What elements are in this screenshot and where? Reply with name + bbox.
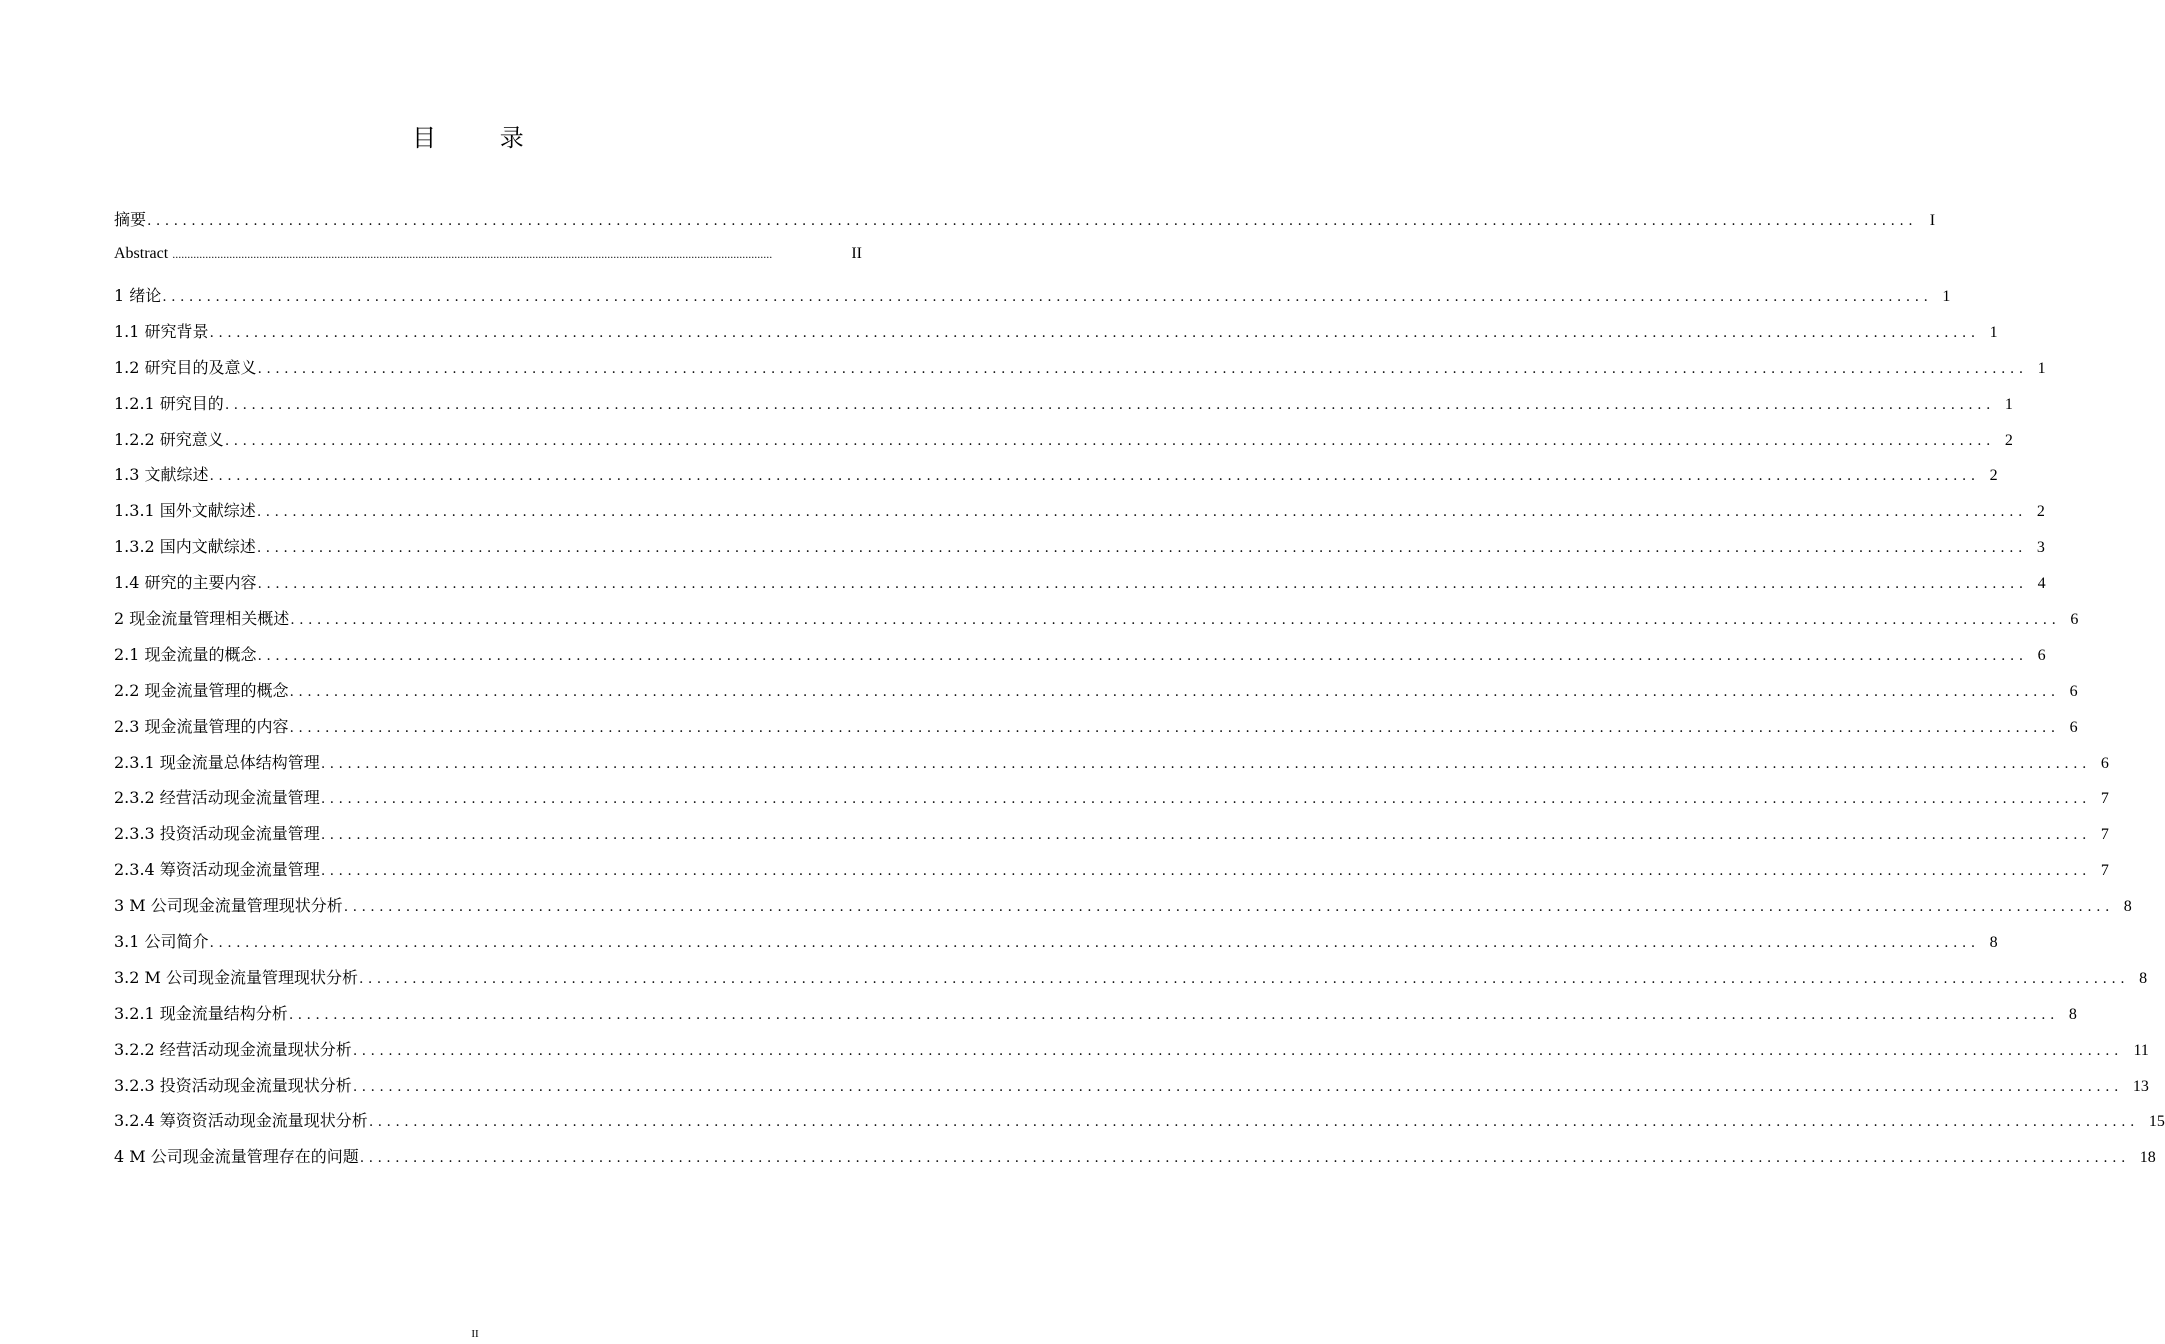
toc-leader-dots: ........................................................................................................................................................................................................ bbox=[162, 289, 1933, 305]
toc-entry-page-number: 11 bbox=[2133, 1041, 2149, 1059]
toc-leader-dots: ........................................................................................................................................................................................................ bbox=[320, 827, 2091, 844]
toc-leader-dots: ........................................................................................................................................................................................................ bbox=[257, 360, 2028, 377]
toc-entry-label: 2.2 现金流量管理的概念 bbox=[114, 680, 289, 700]
toc-leader-dots: ........................................................................................................................................................................................................ bbox=[172, 247, 773, 261]
toc-entry-label: 3.2.3 投资活动现金流量现状分析 bbox=[114, 1075, 352, 1095]
toc-leader-dots: ........................................................................................................................................................................................................ bbox=[147, 213, 1918, 229]
toc-entry-page-number: 6 bbox=[2100, 754, 2109, 772]
toc-entry[interactable] bbox=[114, 427, 2013, 463]
toc-leader-dots: ........................................................................................................................................................................................................ bbox=[289, 719, 2060, 736]
toc-leader-dots: ........................................................................................................................................................................................................ bbox=[256, 504, 2027, 521]
toc-entry-page-number: 7 bbox=[2100, 826, 2109, 844]
toc-leader-dots: ........................................................................................................................................................................................................ bbox=[256, 540, 2027, 557]
toc-entry[interactable] bbox=[114, 534, 2045, 570]
toc-entry-label: 1.3.1 国外文献综述 bbox=[114, 501, 256, 521]
toc-entry-page-number: 6 bbox=[2070, 611, 2079, 629]
toc-entry[interactable] bbox=[114, 283, 1951, 319]
toc-entry[interactable] bbox=[114, 1144, 2156, 1180]
toc-entry[interactable] bbox=[114, 1037, 2149, 1073]
toc-entry-page-number: 2 bbox=[2036, 503, 2045, 521]
toc-leader-dots: ........................................................................................................................................................................................................ bbox=[288, 1006, 2059, 1023]
toc-entry[interactable] bbox=[114, 1073, 2149, 1109]
toc-entry-label: 1.2.1 研究目的 bbox=[114, 393, 224, 413]
toc-entry-page-number: 7 bbox=[2100, 790, 2109, 808]
toc-entry-page-number: 3 bbox=[2036, 539, 2045, 557]
toc-leader-dots: ........................................................................................................................................................................................................ bbox=[257, 647, 2028, 664]
toc-entry-label: 1 绪论 bbox=[114, 286, 162, 305]
toc-entry-label: 3.2.1 现金流量结构分析 bbox=[114, 1003, 288, 1023]
toc-entry-label: 2.3.3 投资活动现金流量管理 bbox=[114, 824, 320, 844]
toc-entry[interactable] bbox=[114, 462, 1998, 498]
toc-entry-page-number: 1 bbox=[1989, 323, 1998, 341]
toc-entry-label: 2.3.1 现金流量总体结构管理 bbox=[114, 752, 320, 772]
toc-entry[interactable] bbox=[114, 929, 1998, 965]
toc-entry-label: 2.3 现金流量管理的内容 bbox=[114, 716, 289, 736]
toc-entry-label: 3.2.2 经营活动现金流量现状分析 bbox=[114, 1039, 352, 1059]
table-of-contents bbox=[114, 207, 2165, 1180]
toc-entry-label: 2.1 现金流量的概念 bbox=[114, 644, 257, 664]
toc-entry-page-number: I bbox=[1929, 212, 1936, 229]
toc-entry-page-number: 1 bbox=[2037, 359, 2046, 377]
toc-leader-dots: ........................................................................................................................................................................................................ bbox=[209, 935, 1980, 952]
toc-entry[interactable] bbox=[114, 965, 2148, 1001]
toc-entry-label: 1.2 研究目的及意义 bbox=[114, 357, 257, 377]
toc-leader-dots: ........................................................................................................................................................................................................ bbox=[352, 1042, 2123, 1059]
toc-leader-dots: ........................................................................................................................................................................................................ bbox=[289, 683, 2060, 700]
toc-entry-label: 2.3.4 筹资活动现金流量管理 bbox=[114, 860, 320, 880]
toc-leader-dots: ........................................................................................................................................................................................................ bbox=[224, 396, 1995, 413]
footer-page-number: II bbox=[471, 1328, 479, 1340]
toc-entry[interactable] bbox=[114, 642, 2046, 678]
toc-entry-page-number: 8 bbox=[2068, 1005, 2077, 1023]
toc-entry[interactable] bbox=[114, 750, 2109, 786]
toc-leader-dots: ........................................................................................................................................................................................................ bbox=[209, 468, 1980, 485]
toc-leader-dots: ........................................................................................................................................................................................................ bbox=[359, 970, 2130, 987]
toc-leader-dots: ........................................................................................................................................................................................................ bbox=[257, 576, 2028, 593]
toc-entry[interactable] bbox=[114, 319, 1998, 355]
toc-entry[interactable] bbox=[114, 821, 2109, 857]
toc-entry-label: 3 M 公司现金流量管理现状分析 bbox=[114, 896, 343, 916]
toc-entry-page-number: 13 bbox=[2132, 1077, 2149, 1095]
toc-entry-page-number: 8 bbox=[2123, 898, 2132, 916]
toc-entry[interactable] bbox=[114, 606, 2079, 642]
toc-entry[interactable] bbox=[114, 893, 2132, 929]
toc-entry[interactable] bbox=[114, 498, 2045, 534]
toc-leader-dots: ........................................................................................................................................................................................................ bbox=[359, 1150, 2130, 1167]
toc-leader-dots: ........................................................................................................................................................................................................ bbox=[224, 432, 1995, 449]
toc-entry-label: 1.4 研究的主要内容 bbox=[114, 573, 257, 593]
toc-leader-dots: ........................................................................................................................................................................................................ bbox=[290, 612, 2061, 629]
toc-entry-page-number: 18 bbox=[2139, 1149, 2156, 1167]
toc-entry[interactable] bbox=[114, 570, 2046, 606]
toc-entry-page-number: 15 bbox=[2148, 1113, 2165, 1131]
toc-entry[interactable] bbox=[114, 785, 2109, 821]
toc-entry-page-number: 1 bbox=[2004, 395, 2013, 413]
toc-entry[interactable] bbox=[114, 714, 2078, 750]
toc-entry-label: 3.2.4 筹资资活动现金流量现状分析 bbox=[114, 1111, 368, 1131]
toc-entry-label: 2 现金流量管理相关概述 bbox=[114, 609, 290, 629]
toc-entry-page-number: 8 bbox=[2139, 969, 2148, 987]
toc-entry-page-number: 6 bbox=[2037, 646, 2046, 664]
toc-leader-dots: ........................................................................................................................................................................................................ bbox=[320, 863, 2091, 880]
toc-leader-dots: ........................................................................................................................................................................................................ bbox=[352, 1078, 2123, 1095]
toc-entry[interactable] bbox=[114, 355, 2046, 391]
toc-entry[interactable] bbox=[114, 245, 862, 283]
toc-entry-label: 1.1 研究背景 bbox=[114, 321, 209, 341]
toc-entry[interactable] bbox=[114, 391, 2013, 427]
toc-entry-label: 1.2.2 研究意义 bbox=[114, 429, 224, 449]
toc-entry[interactable] bbox=[114, 857, 2109, 893]
toc-leader-dots: ........................................................................................................................................................................................................ bbox=[320, 791, 2091, 808]
toc-entry-page-number: 1 bbox=[1942, 288, 1951, 305]
toc-entry-label: 1.3 文献综述 bbox=[114, 465, 209, 485]
toc-entry-page-number: 4 bbox=[2037, 575, 2046, 593]
toc-entry-page-number: 6 bbox=[2069, 682, 2078, 700]
toc-entry-page-number: 6 bbox=[2069, 718, 2078, 736]
toc-entry-label: Abstract bbox=[114, 245, 169, 262]
toc-leader-dots: ........................................................................................................................................................................................................ bbox=[368, 1114, 2139, 1131]
toc-entry-label: 3.1 公司简介 bbox=[114, 932, 209, 952]
toc-entry-page-number: 7 bbox=[2100, 862, 2109, 880]
toc-entry[interactable] bbox=[114, 1001, 2077, 1037]
toc-entry[interactable] bbox=[114, 678, 2078, 714]
toc-entry-page-number: II bbox=[851, 245, 862, 262]
toc-entry-label: 3.2 M 公司现金流量管理现状分析 bbox=[114, 967, 359, 987]
page-title: 目 录 bbox=[412, 124, 552, 152]
toc-entry[interactable] bbox=[114, 207, 1936, 245]
toc-entry-label: 摘要 bbox=[114, 210, 147, 229]
toc-leader-dots: ........................................................................................................................................................................................................ bbox=[320, 755, 2091, 772]
toc-entry-page-number: 2 bbox=[1989, 467, 1998, 485]
toc-entry-label: 1.3.2 国内文献综述 bbox=[114, 537, 256, 557]
toc-leader-dots: ........................................................................................................................................................................................................ bbox=[209, 324, 1980, 341]
toc-entry-label: 2.3.2 经营活动现金流量管理 bbox=[114, 788, 320, 808]
toc-entry-page-number: 2 bbox=[2004, 431, 2013, 449]
toc-entry-page-number: 8 bbox=[1989, 934, 1998, 952]
toc-leader-dots: ........................................................................................................................................................................................................ bbox=[343, 899, 2114, 916]
toc-entry[interactable] bbox=[114, 1108, 2165, 1144]
toc-entry-label: 4 M 公司现金流量管理存在的问题 bbox=[114, 1147, 359, 1167]
